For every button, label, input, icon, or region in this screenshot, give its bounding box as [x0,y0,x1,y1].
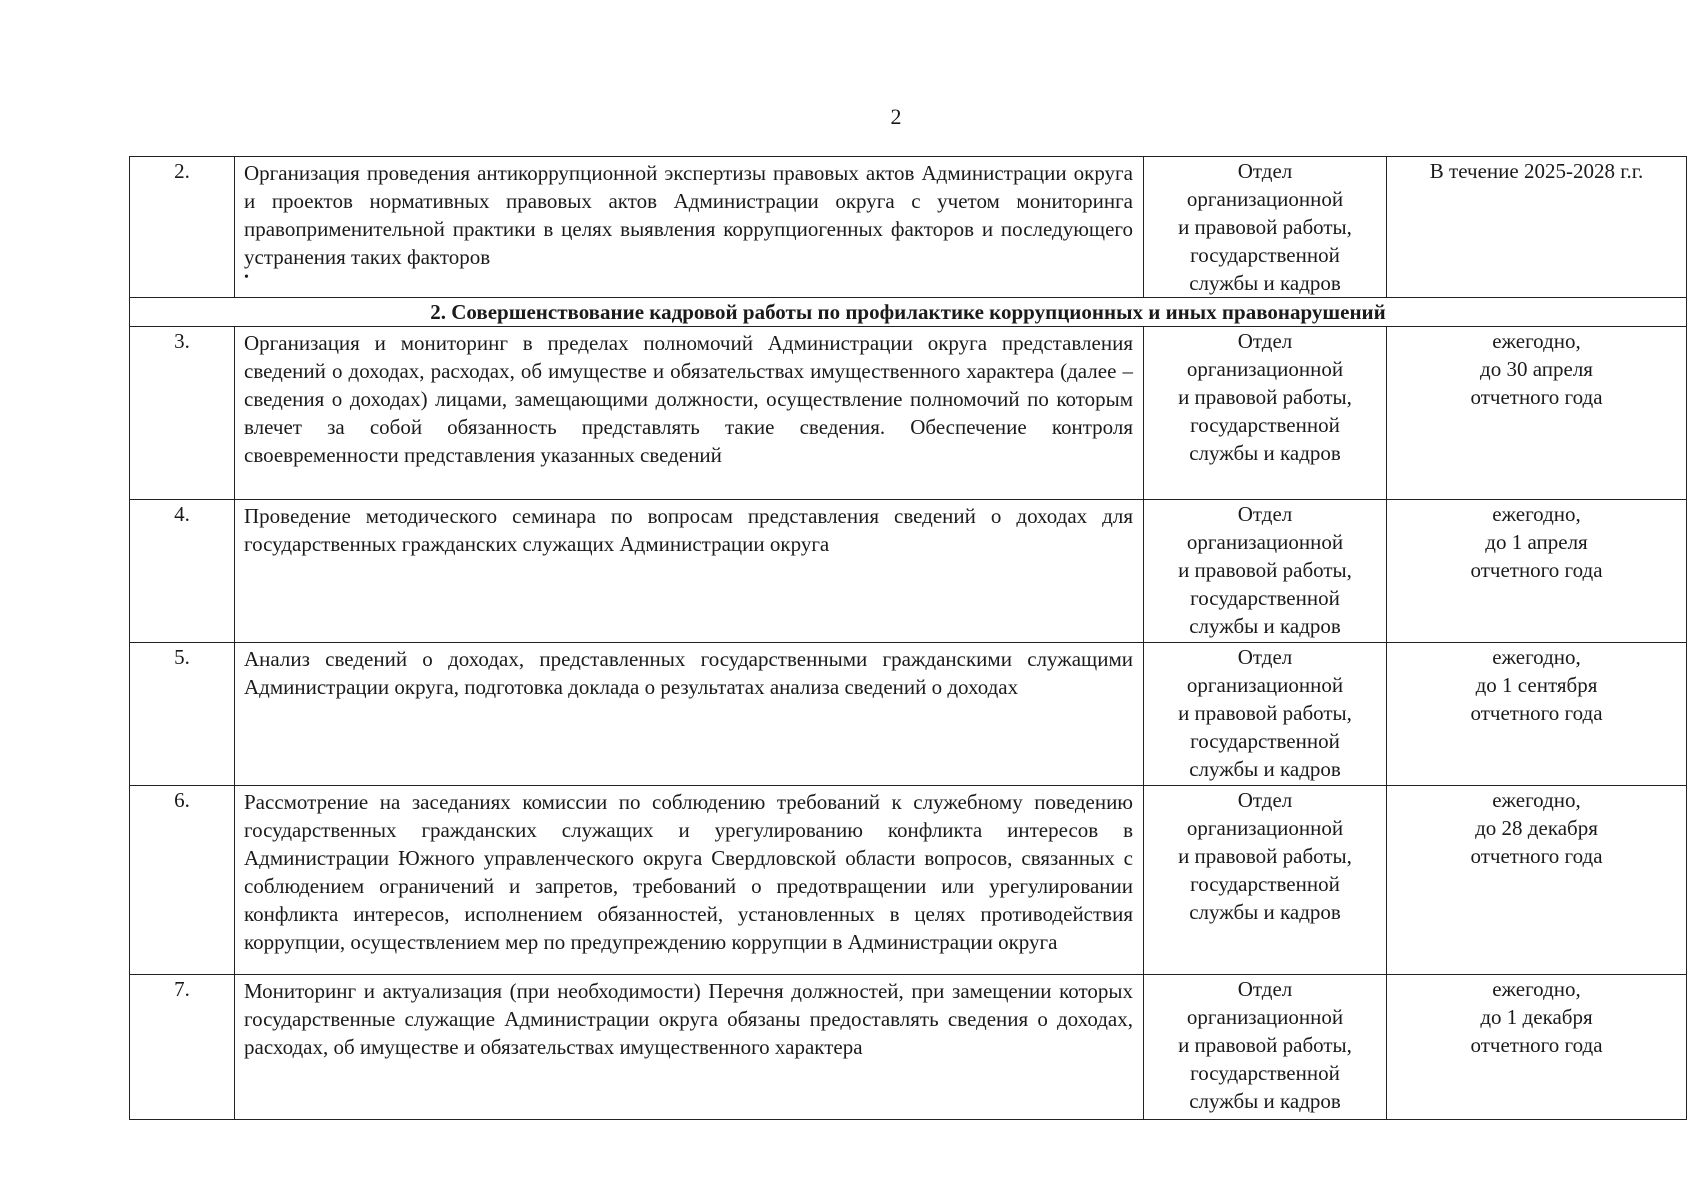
term-line: отчетного года [1470,385,1603,409]
table-row [130,786,1687,975]
term-line: отчетного года [1470,1033,1603,1057]
bullet-mark: • [244,270,249,285]
dept-line: государственной [1190,1061,1340,1085]
term-line: отчетного года [1470,558,1603,582]
term-line: до 30 апреля [1480,357,1593,381]
dept-line: службы и кадров [1189,614,1341,638]
row-number: 3. [130,327,235,500]
term-line: ежегодно, [1492,329,1581,353]
row-number: 5. [130,643,235,786]
section-title: 2. Совершенствование кадровой работы по профилактике коррупционных и иных правонарушений [130,298,1687,327]
dept-line: службы и кадров [1189,900,1341,924]
responsible-department [1144,975,1387,1120]
dept-line: Отдел [1237,159,1293,183]
responsible-department [1144,643,1387,786]
term-line: до 1 апреля [1485,530,1588,554]
dept-line: Отдел [1237,645,1293,669]
section-header-row [130,298,1687,327]
term-line: отчетного года [1470,844,1603,868]
term-line: ежегодно, [1492,645,1581,669]
deadline [1387,975,1687,1120]
dept-line: и правовой работы, [1178,558,1352,582]
measure-description: Проведение методического семинара по вопросам представления сведений о доходах для государственных гражданских служащих Администрации округа [235,500,1144,643]
dept-line: государственной [1190,729,1340,753]
deadline [1387,643,1687,786]
table-row [130,500,1687,643]
row-number: 6. [130,786,235,975]
table-row [130,643,1687,786]
measure-description [235,157,1144,298]
deadline [1387,327,1687,500]
table-row [130,327,1687,500]
term-line: ежегодно, [1492,502,1581,526]
measure-description: Мониторинг и актуализация (при необходимости) Перечня должностей, при замещении которых государственные служащие Администрации округа обязаны предоставлять сведения о доходах, расходах, об имуществе и обязательствах имущественного характера [235,975,1144,1120]
dept-line: организационной [1186,1005,1344,1029]
dept-line: государственной [1190,243,1340,267]
deadline [1387,786,1687,975]
term-line: ежегодно, [1492,788,1581,812]
responsible-department [1144,327,1387,500]
measure-description: Анализ сведений о доходах, представленных государственными гражданскими служащими Администрации округа, подготовка доклада о результатах анализа сведений о доходах [235,643,1144,786]
measure-description: Организация и мониторинг в пределах полномочий Администрации округа представления сведений о доходах, расходах, об имуществе и обязательствах имущественного характера (далее – сведения о доходах) лицами, замещающими должности, осуществление полномочий по которым влечет за собой обязанность представлять такие сведения. Обеспечение контроля своевременности представления указанных сведений [235,327,1144,500]
dept-line: организационной [1186,357,1344,381]
term-line: ежегодно, [1492,977,1581,1001]
term-line: до 1 сентября [1475,673,1598,697]
responsible-department [1144,157,1387,298]
dept-line: службы и кадров [1189,271,1341,295]
page-number: 2 [890,104,902,129]
term-line: до 1 декабря [1480,1005,1593,1029]
dept-line: и правовой работы, [1178,1033,1352,1057]
dept-line: и правовой работы, [1178,385,1352,409]
dept-line: организационной [1186,530,1344,554]
measure-description: Рассмотрение на заседаниях комиссии по соблюдению требований к служебному поведению государственных гражданских служащих и урегулированию конфликта интересов в Администрации Южного управленческого округа Свердловской области вопросов, связанных с соблюдением ограничений и запретов, требований о предотвращении или урегулировании конфликта интересов, исполнением обязанностей, установленных в целях противодействия коррупции, осуществлением мер по предупреждению коррупции в Администрации округа [235,786,1144,975]
dept-line: Отдел [1237,502,1293,526]
dept-line: и правовой работы, [1178,701,1352,725]
dept-line: организационной [1186,673,1344,697]
dept-line: службы и кадров [1189,441,1341,465]
row-number: 4. [130,500,235,643]
dept-line: и правовой работы, [1178,844,1352,868]
dept-line: организационной [1186,816,1344,840]
row-number: 2. [130,157,235,298]
dept-line: государственной [1190,413,1340,437]
dept-line: Отдел [1237,977,1293,1001]
responsible-department [1144,786,1387,975]
measure-text: Организация проведения антикоррупционной экспертизы правовых актов Администрации округа и проектов нормативных правовых актов Администрации округа с учетом мониторинга правоприменительной практики в целях выявления коррупциогенных факторов и последующего устранения таких факторов [244,161,1133,269]
term-line: В течение 2025-2028 г.г. [1429,159,1644,183]
term-line: до 28 декабря [1475,816,1598,840]
term-line: отчетного года [1470,701,1603,725]
responsible-department [1144,500,1387,643]
dept-line: организационной [1186,187,1344,211]
dept-line: государственной [1190,872,1340,896]
table-row [130,975,1687,1120]
deadline [1387,157,1687,298]
row-number: 7. [130,975,235,1120]
measures-table [129,156,1687,1120]
dept-line: службы и кадров [1189,757,1341,781]
dept-line: Отдел [1237,788,1293,812]
dept-line: государственной [1190,586,1340,610]
dept-line: службы и кадров [1189,1089,1341,1113]
dept-line: и правовой работы, [1178,215,1352,239]
table-row [130,157,1687,298]
deadline [1387,500,1687,643]
dept-line: Отдел [1237,329,1293,353]
